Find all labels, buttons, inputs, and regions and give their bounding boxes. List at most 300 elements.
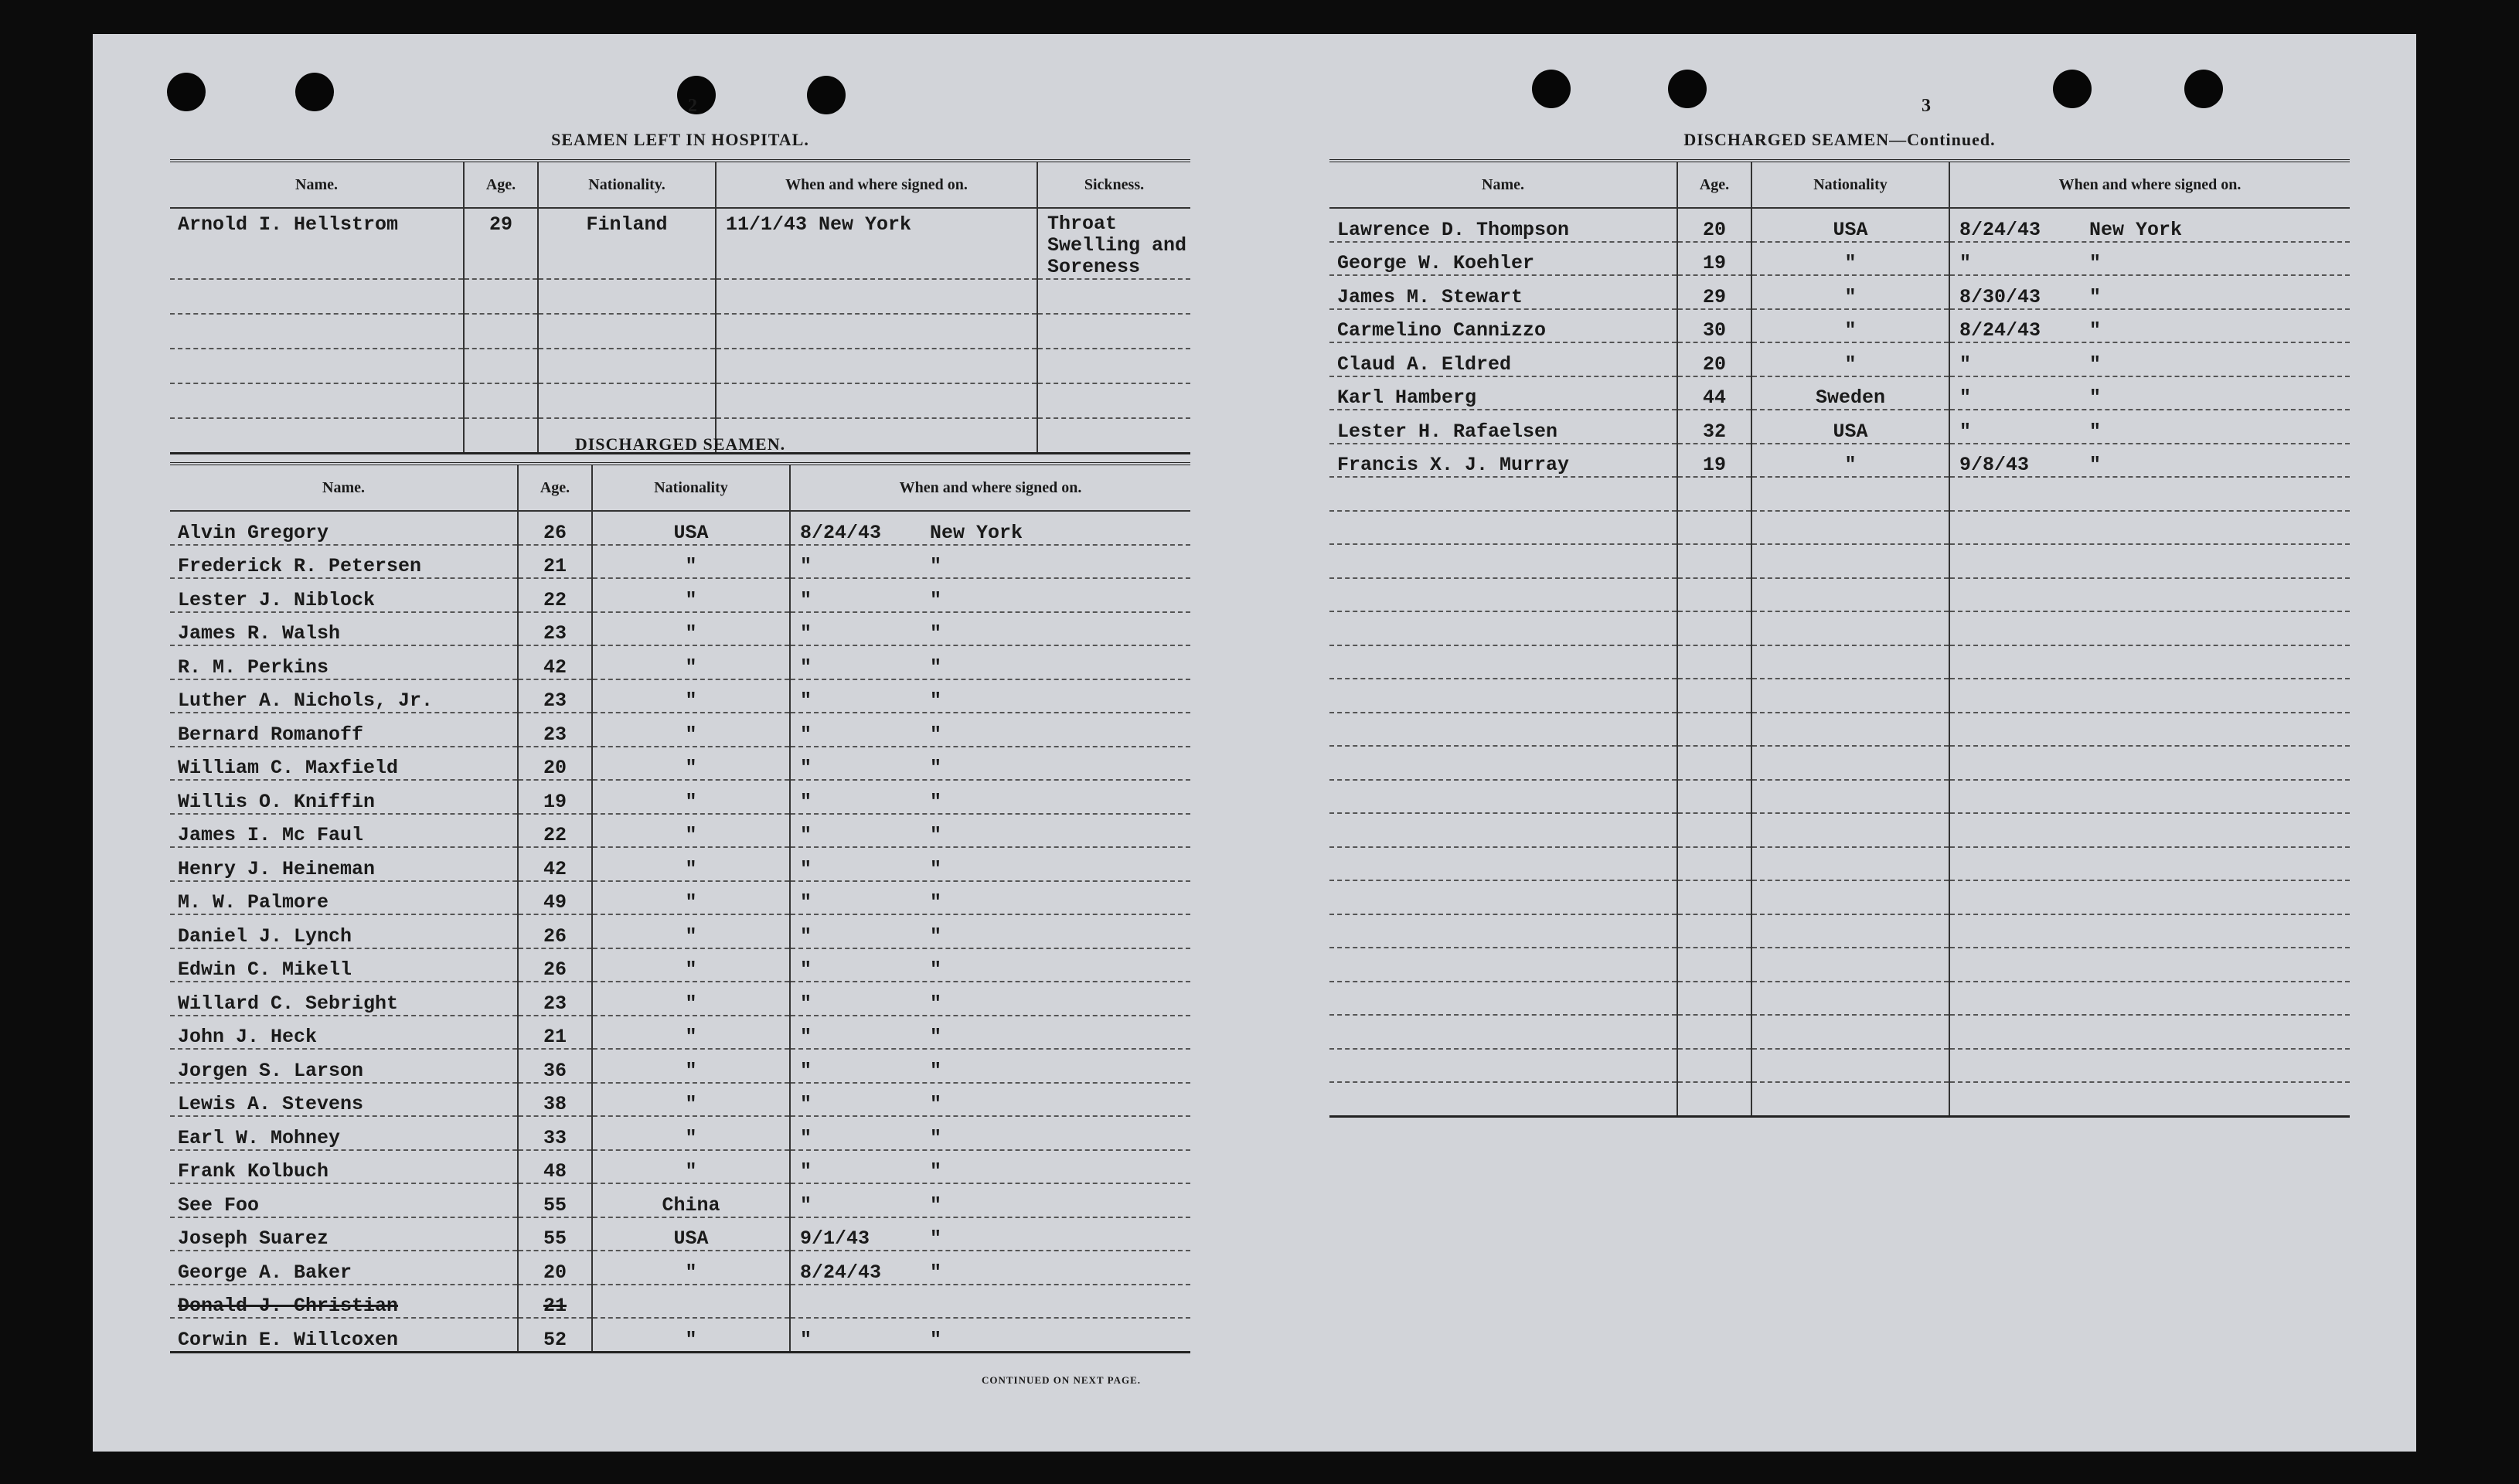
age-cell: 55 bbox=[518, 1183, 592, 1217]
table-row bbox=[1329, 982, 2350, 1016]
seaman-name: Joseph Suarez bbox=[170, 1217, 518, 1251]
age-cell bbox=[1677, 746, 1751, 780]
seaman-name: Corwin E. Willcoxen bbox=[170, 1318, 518, 1352]
nationality-cell: " bbox=[592, 814, 790, 848]
seaman-name: Bernard Romanoff bbox=[170, 713, 518, 747]
signed-on-cell bbox=[1949, 342, 2350, 376]
signed-on-cell bbox=[716, 383, 1037, 418]
seaman-name bbox=[1329, 679, 1677, 713]
seaman-name: Lewis A. Stevens bbox=[170, 1083, 518, 1117]
nationality-cell: " bbox=[592, 747, 790, 781]
nationality-cell: USA bbox=[592, 1217, 790, 1251]
signed-on-cell bbox=[1949, 544, 2350, 578]
age-cell: 19 bbox=[518, 780, 592, 814]
column-header: Age. bbox=[1677, 161, 1751, 208]
signed-on-place: " bbox=[2089, 352, 2102, 376]
document-sheet bbox=[93, 34, 2416, 1452]
table-row bbox=[170, 814, 1190, 848]
age-cell bbox=[1677, 477, 1751, 511]
signed-on-date: " bbox=[800, 757, 812, 779]
seaman-name bbox=[1329, 880, 1677, 914]
age-cell: 52 bbox=[518, 1318, 592, 1352]
table-row bbox=[1329, 780, 2350, 814]
table-row bbox=[1329, 948, 2350, 982]
signed-on-place: " bbox=[930, 723, 942, 746]
table-row bbox=[170, 847, 1190, 881]
age-cell: 20 bbox=[1677, 208, 1751, 242]
age-cell: 23 bbox=[518, 612, 592, 646]
signed-on-cell bbox=[1949, 713, 2350, 747]
seaman-name: Willis O. Kniffin bbox=[170, 780, 518, 814]
signed-on-place: " bbox=[930, 1193, 942, 1217]
table-row bbox=[1329, 847, 2350, 881]
seaman-name: Karl Hamberg bbox=[1329, 376, 1677, 410]
seaman-name: Henry J. Heineman bbox=[170, 847, 518, 881]
signed-on-place: " bbox=[930, 588, 942, 611]
signed-on-date: 8/24/43 bbox=[1959, 319, 2041, 342]
age-cell: 44 bbox=[1677, 376, 1751, 410]
nationality-cell: USA bbox=[592, 511, 790, 545]
signed-on-cell bbox=[790, 948, 1190, 982]
signed-on-group bbox=[800, 891, 1190, 914]
age-cell: 22 bbox=[518, 814, 592, 848]
signed-on-group bbox=[800, 723, 1190, 746]
signed-on-cell bbox=[790, 1318, 1190, 1352]
seaman-name: Daniel J. Lynch bbox=[170, 914, 518, 948]
age-cell bbox=[1677, 1049, 1751, 1083]
signed-on-date: " bbox=[800, 1126, 812, 1149]
nationality-cell: " bbox=[592, 1318, 790, 1352]
seaman-name bbox=[1329, 713, 1677, 747]
signed-on-cell bbox=[790, 713, 1190, 747]
signed-on-date: " bbox=[1959, 352, 1972, 376]
seaman-name bbox=[170, 314, 464, 349]
signed-on-cell bbox=[1949, 914, 2350, 948]
signed-on-group bbox=[800, 1227, 1190, 1250]
nationality-cell: " bbox=[592, 914, 790, 948]
table-row bbox=[1329, 713, 2350, 747]
age-cell: 42 bbox=[518, 645, 592, 679]
nationality-cell bbox=[1751, 477, 1949, 511]
signed-on-cell bbox=[790, 1150, 1190, 1184]
signed-on-group bbox=[1959, 353, 2350, 376]
table-row bbox=[1329, 746, 2350, 780]
signed-on-date: " bbox=[800, 924, 812, 948]
nationality-cell: " bbox=[592, 1116, 790, 1150]
age-cell bbox=[1677, 713, 1751, 747]
nationality-cell: " bbox=[592, 545, 790, 579]
nationality-cell: " bbox=[592, 881, 790, 915]
seaman-name: Edwin C. Mikell bbox=[170, 948, 518, 982]
age-cell: 49 bbox=[518, 881, 592, 915]
signed-on-cell bbox=[1949, 410, 2350, 444]
signed-on-cell bbox=[790, 881, 1190, 915]
age-cell: 23 bbox=[518, 713, 592, 747]
page-number: 2 bbox=[688, 96, 697, 116]
signed-on-group bbox=[800, 555, 1190, 577]
age-cell: 36 bbox=[518, 1049, 592, 1083]
seaman-name bbox=[1329, 982, 1677, 1016]
age-cell bbox=[1677, 544, 1751, 578]
seaman-name bbox=[170, 383, 464, 418]
signed-on-cell bbox=[790, 511, 1190, 545]
signed-on-cell bbox=[790, 1083, 1190, 1117]
column-header: When and where signed on. bbox=[790, 464, 1190, 511]
seaman-name bbox=[170, 349, 464, 383]
signed-on-cell bbox=[790, 747, 1190, 781]
signed-on-place: " bbox=[930, 1093, 942, 1115]
table-row bbox=[170, 1318, 1190, 1352]
age-cell bbox=[1677, 780, 1751, 814]
signed-on-place: New York bbox=[2089, 218, 2183, 241]
signed-on-place: " bbox=[930, 992, 942, 1015]
sickness-cell bbox=[1037, 314, 1190, 349]
table-row bbox=[170, 679, 1190, 713]
signed-on-cell bbox=[790, 847, 1190, 881]
seaman-name bbox=[1329, 914, 1677, 948]
seaman-name: John J. Heck bbox=[170, 1016, 518, 1050]
seaman-name: Lester H. Rafaelsen bbox=[1329, 410, 1677, 444]
seaman-name: M. W. Palmore bbox=[170, 881, 518, 915]
signed-on-place: " bbox=[930, 891, 942, 914]
seaman-name: Frederick R. Petersen bbox=[170, 545, 518, 579]
nationality-cell bbox=[538, 383, 716, 418]
signed-on-group bbox=[800, 1329, 1190, 1351]
table-row bbox=[170, 1150, 1190, 1184]
table-row bbox=[1329, 444, 2350, 478]
nationality-cell: " bbox=[1751, 242, 1949, 276]
nationality-cell bbox=[1751, 679, 1949, 713]
table-row bbox=[170, 1083, 1190, 1117]
signed-on-date: " bbox=[800, 790, 812, 813]
signed-on-place: New York bbox=[930, 521, 1023, 544]
column-header: Name. bbox=[1329, 161, 1677, 208]
signed-on-group bbox=[800, 1060, 1190, 1082]
table-row bbox=[170, 612, 1190, 646]
table-row bbox=[170, 314, 1190, 349]
signed-on-date: 8/24/43 bbox=[1959, 218, 2041, 241]
column-header: When and where signed on. bbox=[716, 161, 1037, 208]
seaman-name bbox=[1329, 746, 1677, 780]
table-row bbox=[1329, 813, 2350, 847]
signed-on-date: " bbox=[1959, 420, 1972, 443]
age-cell: 30 bbox=[1677, 309, 1751, 343]
age-cell: 20 bbox=[518, 747, 592, 781]
seaman-name: James R. Walsh bbox=[170, 612, 518, 646]
signed-on-date: " bbox=[800, 891, 812, 914]
nationality-cell: " bbox=[1751, 275, 1949, 309]
table-row bbox=[170, 713, 1190, 747]
signed-on-cell bbox=[1949, 611, 2350, 645]
table-row bbox=[170, 747, 1190, 781]
signed-on-cell bbox=[1949, 242, 2350, 276]
seaman-name: R. M. Perkins bbox=[170, 645, 518, 679]
nationality-cell: " bbox=[592, 578, 790, 612]
age-cell bbox=[1677, 914, 1751, 948]
nationality-cell: USA bbox=[1751, 208, 1949, 242]
signed-on-cell bbox=[1949, 847, 2350, 881]
signed-on-group bbox=[800, 1093, 1190, 1115]
age-cell bbox=[1677, 578, 1751, 612]
seaman-name: Frank Kolbuch bbox=[170, 1150, 518, 1184]
signed-on-cell bbox=[790, 645, 1190, 679]
table-row bbox=[1329, 1049, 2350, 1083]
discharged-continued-table bbox=[1329, 159, 2350, 1118]
signed-on-cell bbox=[790, 1285, 1190, 1319]
column-header: Age. bbox=[464, 161, 538, 208]
table-row bbox=[170, 1016, 1190, 1050]
sickness-cell: Throat Swelling and Soreness bbox=[1037, 208, 1190, 279]
seaman-name: Jorgen S. Larson bbox=[170, 1049, 518, 1083]
seaman-name: Earl W. Mohney bbox=[170, 1116, 518, 1150]
age-cell: 26 bbox=[518, 948, 592, 982]
signed-on-place: " bbox=[930, 1328, 942, 1351]
table-row bbox=[170, 1183, 1190, 1217]
signed-on-group bbox=[800, 1026, 1190, 1048]
age-cell: 29 bbox=[464, 208, 538, 279]
table-row bbox=[1329, 208, 2350, 242]
table-row bbox=[170, 1285, 1190, 1319]
signed-on-group bbox=[800, 757, 1190, 779]
signed-on-date: 8/24/43 bbox=[800, 1261, 882, 1284]
nationality-cell bbox=[538, 349, 716, 383]
right-page bbox=[1329, 34, 2435, 1452]
signed-on-cell bbox=[790, 1016, 1190, 1050]
seaman-name bbox=[1329, 1082, 1677, 1116]
seaman-name: James M. Stewart bbox=[1329, 275, 1677, 309]
signed-on-group bbox=[1959, 286, 2350, 308]
signed-on-cell bbox=[1949, 444, 2350, 478]
signed-on-date: 9/8/43 bbox=[1959, 454, 2030, 476]
signed-on-place: " bbox=[930, 1160, 942, 1183]
age-cell: 19 bbox=[1677, 242, 1751, 276]
signed-on-cell bbox=[1949, 780, 2350, 814]
signed-on-date: " bbox=[800, 857, 812, 880]
signed-on-place: " bbox=[930, 757, 942, 779]
age-cell: 21 bbox=[518, 545, 592, 579]
table-row bbox=[170, 511, 1190, 545]
column-header: Name. bbox=[170, 161, 464, 208]
seaman-name: Donald J. Christian bbox=[170, 1285, 518, 1319]
signed-on-cell bbox=[1949, 1049, 2350, 1083]
seaman-name: George A. Baker bbox=[170, 1251, 518, 1285]
seaman-name: Arnold I. Hellstrom bbox=[170, 208, 464, 279]
signed-on-cell bbox=[790, 612, 1190, 646]
signed-on-cell bbox=[1949, 578, 2350, 612]
seaman-name: Alvin Gregory bbox=[170, 511, 518, 545]
seaman-name bbox=[1329, 611, 1677, 645]
signed-on-cell bbox=[1949, 208, 2350, 242]
seaman-name: Luther A. Nichols, Jr. bbox=[170, 679, 518, 713]
age-cell: 23 bbox=[518, 982, 592, 1016]
table-row bbox=[1329, 679, 2350, 713]
signed-on-place: " bbox=[930, 655, 942, 679]
signed-on-group bbox=[1959, 420, 2350, 443]
table-row bbox=[1329, 1082, 2350, 1116]
column-header: Nationality bbox=[592, 464, 790, 511]
nationality-cell: " bbox=[592, 1083, 790, 1117]
discharged-table bbox=[170, 462, 1190, 1353]
nationality-cell: China bbox=[592, 1183, 790, 1217]
seaman-name bbox=[1329, 948, 1677, 982]
signed-on-place: " bbox=[2089, 454, 2102, 476]
nationality-cell bbox=[1751, 1082, 1949, 1116]
table-row bbox=[1329, 578, 2350, 612]
seaman-name bbox=[1329, 645, 1677, 679]
signed-on-cell bbox=[1949, 948, 2350, 982]
seaman-name bbox=[1329, 544, 1677, 578]
signed-on-group bbox=[800, 689, 1190, 712]
age-cell bbox=[1677, 847, 1751, 881]
signed-on-cell bbox=[790, 578, 1190, 612]
signed-on-cell bbox=[1949, 376, 2350, 410]
seaman-name: William C. Maxfield bbox=[170, 747, 518, 781]
age-cell bbox=[464, 349, 538, 383]
signed-on-date: " bbox=[800, 1093, 812, 1115]
signed-on-place: " bbox=[930, 555, 942, 577]
nationality-cell bbox=[1751, 847, 1949, 881]
discharged-section-title: DISCHARGED SEAMEN. bbox=[574, 434, 786, 454]
age-cell: 19 bbox=[1677, 444, 1751, 478]
signed-on-group bbox=[800, 824, 1190, 846]
signed-on-cell bbox=[1949, 645, 2350, 679]
nationality-cell: " bbox=[592, 982, 790, 1016]
nationality-cell: USA bbox=[1751, 410, 1949, 444]
left-page bbox=[170, 34, 1283, 1452]
seaman-name: Carmelino Cannizzo bbox=[1329, 309, 1677, 343]
column-header: Age. bbox=[518, 464, 592, 511]
age-cell bbox=[464, 314, 538, 349]
signed-on-group bbox=[800, 1261, 1190, 1284]
sickness-cell bbox=[1037, 349, 1190, 383]
nationality-cell: " bbox=[1751, 309, 1949, 343]
table-row bbox=[170, 780, 1190, 814]
signed-on-date: " bbox=[800, 1328, 812, 1351]
signed-on-date: " bbox=[800, 1059, 812, 1082]
signed-on-date: " bbox=[1959, 252, 1972, 274]
table-row bbox=[170, 914, 1190, 948]
table-row bbox=[170, 1251, 1190, 1285]
seaman-name: Willard C. Sebright bbox=[170, 982, 518, 1016]
age-cell bbox=[1677, 679, 1751, 713]
column-header: When and where signed on. bbox=[1949, 161, 2350, 208]
seaman-name: Claud A. Eldred bbox=[1329, 342, 1677, 376]
signed-on-date: " bbox=[800, 723, 812, 746]
age-cell: 55 bbox=[518, 1217, 592, 1251]
nationality-cell: " bbox=[592, 948, 790, 982]
seaman-name bbox=[1329, 1049, 1677, 1083]
signed-on-cell bbox=[1949, 982, 2350, 1016]
nationality-cell bbox=[1751, 1049, 1949, 1083]
signed-on-date: " bbox=[800, 689, 812, 712]
page-number: 3 bbox=[1922, 96, 1931, 116]
table-row bbox=[1329, 880, 2350, 914]
signed-on-group bbox=[800, 925, 1190, 948]
signed-on-group bbox=[800, 522, 1190, 544]
signed-on-cell bbox=[716, 349, 1037, 383]
signed-on-place: " bbox=[930, 958, 942, 981]
signed-on-place: " bbox=[930, 622, 942, 645]
table-row bbox=[1329, 410, 2350, 444]
signed-on-cell bbox=[1949, 1015, 2350, 1049]
table-row bbox=[1329, 511, 2350, 545]
signed-on-group bbox=[800, 1127, 1190, 1149]
age-cell: 29 bbox=[1677, 275, 1751, 309]
age-cell: 26 bbox=[518, 511, 592, 545]
table-row bbox=[170, 645, 1190, 679]
signed-on-cell bbox=[790, 814, 1190, 848]
signed-on-group bbox=[800, 958, 1190, 981]
nationality-cell: " bbox=[592, 645, 790, 679]
signed-on-group bbox=[800, 791, 1190, 813]
age-cell: 21 bbox=[518, 1285, 592, 1319]
age-cell bbox=[1677, 880, 1751, 914]
signed-on-place: " bbox=[930, 1261, 942, 1284]
signed-on-group bbox=[1959, 386, 2350, 409]
age-cell bbox=[1677, 511, 1751, 545]
table-row bbox=[1329, 309, 2350, 343]
signed-on-cell bbox=[790, 1049, 1190, 1083]
signed-on-date: " bbox=[800, 655, 812, 679]
seaman-name: George W. Koehler bbox=[1329, 242, 1677, 276]
table-row bbox=[1329, 914, 2350, 948]
nationality-cell bbox=[1751, 780, 1949, 814]
nationality-cell bbox=[1751, 746, 1949, 780]
nationality-cell bbox=[1751, 578, 1949, 612]
signed-on-cell bbox=[790, 780, 1190, 814]
signed-on-cell bbox=[1949, 477, 2350, 511]
table-row bbox=[170, 1217, 1190, 1251]
signed-on-group bbox=[800, 622, 1190, 645]
signed-on-date: " bbox=[800, 588, 812, 611]
signed-on-place: " bbox=[2089, 420, 2102, 443]
signed-on-cell bbox=[1949, 511, 2350, 545]
age-cell: 20 bbox=[518, 1251, 592, 1285]
seaman-name bbox=[170, 279, 464, 314]
nationality-cell bbox=[1751, 645, 1949, 679]
table-row bbox=[170, 545, 1190, 579]
column-header: Nationality bbox=[1751, 161, 1949, 208]
nationality-cell bbox=[1751, 544, 1949, 578]
signed-on-date: 9/1/43 bbox=[800, 1227, 870, 1250]
signed-on-date: " bbox=[1959, 386, 1972, 409]
signed-on-place: " bbox=[930, 790, 942, 813]
nationality-cell: " bbox=[592, 612, 790, 646]
signed-on-cell bbox=[1949, 813, 2350, 847]
nationality-cell bbox=[592, 1285, 790, 1319]
signed-on-place: " bbox=[930, 1026, 942, 1048]
seaman-name bbox=[1329, 511, 1677, 545]
nationality-cell bbox=[538, 279, 716, 314]
signed-on-date: " bbox=[800, 622, 812, 645]
table-row bbox=[170, 982, 1190, 1016]
signed-on-place: " bbox=[2089, 319, 2102, 342]
age-cell: 38 bbox=[518, 1083, 592, 1117]
table-row bbox=[1329, 242, 2350, 276]
discharged-continued-title: DISCHARGED SEAMEN—Continued. bbox=[1683, 130, 1996, 149]
age-cell: 42 bbox=[518, 847, 592, 881]
column-header: Sickness. bbox=[1037, 161, 1190, 208]
signed-on-date: " bbox=[800, 1193, 812, 1217]
signed-on-cell bbox=[1949, 275, 2350, 309]
age-cell: 23 bbox=[518, 679, 592, 713]
signed-on-date: " bbox=[800, 824, 812, 846]
signed-on-place: " bbox=[930, 1227, 942, 1250]
age-cell bbox=[1677, 982, 1751, 1016]
seaman-name bbox=[1329, 578, 1677, 612]
hospital-section-title: SEAMEN LEFT IN HOSPITAL. bbox=[551, 130, 809, 149]
hospital-table bbox=[170, 159, 1190, 454]
